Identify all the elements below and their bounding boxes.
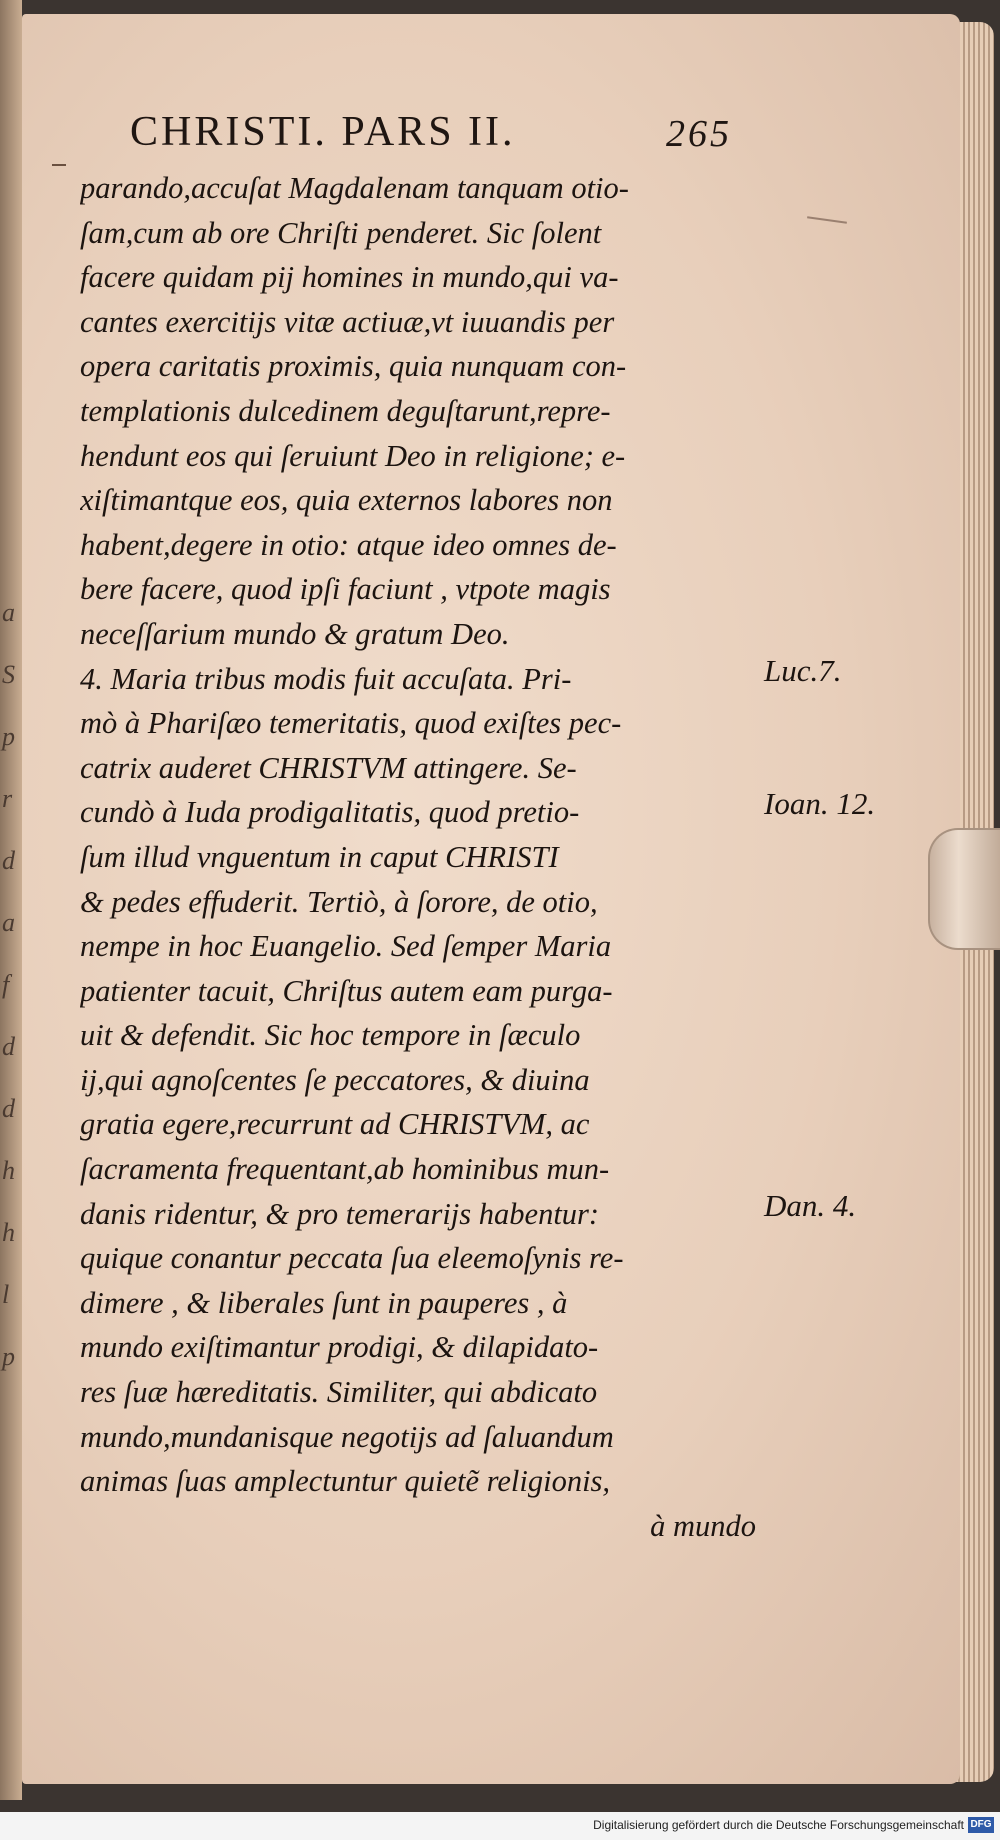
book-page [22,14,960,1784]
margin-mark [807,216,847,224]
facing-page-fragment: a [2,598,15,627]
facing-page-fragment: f [2,970,10,999]
text-line: cantes exercitijs vitæ actiuæ,vt iuuandis per [80,304,615,339]
page-number: 265 [666,113,732,155]
text-line: habent,degere in otio: atque ideo omnes de- [80,527,617,562]
text-line: parando,accuſat Magdalenam tanquam otio- [80,171,629,205]
facing-page-fragment: h [2,1156,15,1185]
facing-page-fragment: d [2,1094,15,1123]
text-line: ſum illud vnguentum in caput CHRISTI [80,839,559,874]
facing-page-edge [0,0,22,1800]
text-line: 4. Maria tribus modis fuit accuſata. Pri- [80,661,572,696]
book-clasp [928,828,1000,950]
facing-page-fragment: r [2,784,13,813]
margin-mark [52,164,66,166]
text-line: nempe in hoc Euangelio. Sed ſemper Maria [80,929,612,964]
text-line: bere facere, quod ipſi faciunt , vtpote magis [80,572,611,607]
text-line: danis ridentur, & pro temerarijs habentur: [80,1196,600,1231]
text-line: quique conantur peccata ſua eleemoſynis re- [80,1241,624,1276]
facing-page-fragment: p [2,722,15,751]
body-text [80,166,756,1548]
facing-page-fragment: p [2,1342,15,1371]
digitization-footer [0,1812,1000,1840]
running-title: CHRISTI. PARS II. [130,109,516,155]
text-line: uit & defendit. Sic hoc tempore in ſæculo [80,1018,581,1053]
text-line: cundò à Iuda prodigalitatis, quod pretio- [80,795,580,830]
facing-page-fragment: a [2,908,15,937]
marginal-note: Ioan. 12. [764,786,876,822]
text-line: mundo exiſtimantur prodigi, & dilapidato- [80,1330,599,1365]
text-line: & pedes effuderit. Tertiò, à ſorore, de otio, [80,884,598,919]
text-line: ij,qui agnoſcentes ſe peccatores, & diuina [80,1062,590,1097]
facing-page-fragment: h [2,1218,15,1247]
text-line: res ſuæ hæreditatis. Similiter, qui abdicato [80,1375,598,1410]
text-line: ſacramenta frequentant,ab hominibus mun- [80,1152,610,1187]
facing-page-fragment: S [2,660,15,689]
text-line: animas ſuas amplectuntur quietẽ religionis, [80,1464,611,1499]
text-line: xiſtimantque eos, quia externos labores non [80,483,613,518]
text-line: catrix auderet CHRISTVM attingere. Se- [80,750,577,785]
text-line: mò à Phariſæo temeritatis, quod exiſtes pec- [80,706,622,741]
marginal-note: Dan. 4. [764,1187,857,1223]
text-line: patienter tacuit, Chriſtus autem eam purga- [80,973,613,1008]
text-line: ſam,cum ab ore Chriſti penderet. Sic ſolent [80,215,602,250]
facing-page-fragment: d [2,1032,15,1061]
text-line: dimere , & liberales ſunt in pauperes , à [80,1285,568,1320]
text-line: templationis dulcedinem deguſtarunt,repre- [80,393,611,428]
funding-credit: Digitalisierung gefördert durch die Deutsche Forschungsgemeinschaft [593,1818,964,1832]
marginal-note: Luc.7. [764,652,842,688]
facing-page-fragment: d [2,846,15,875]
text-line: mundo,mundanisque negotijs ad ſaluandum [80,1419,614,1454]
text-line: hendunt eos qui ſeruiunt Deo in religione; e- [80,438,626,473]
text-line: gratia egere,recurrunt ad CHRISTVM, ac [80,1107,590,1142]
text-line: facere quidam pij homines in mundo,qui va- [80,260,619,295]
text-line: neceſſarium mundo & gratum Deo. [80,616,510,651]
dfg-logo-icon: DFG [968,1817,994,1833]
text-line: opera caritatis proximis, quia nunquam con- [80,349,627,384]
running-header [130,108,770,168]
facing-page-fragment: l [2,1280,10,1309]
catchword: à mundo [650,1508,756,1543]
